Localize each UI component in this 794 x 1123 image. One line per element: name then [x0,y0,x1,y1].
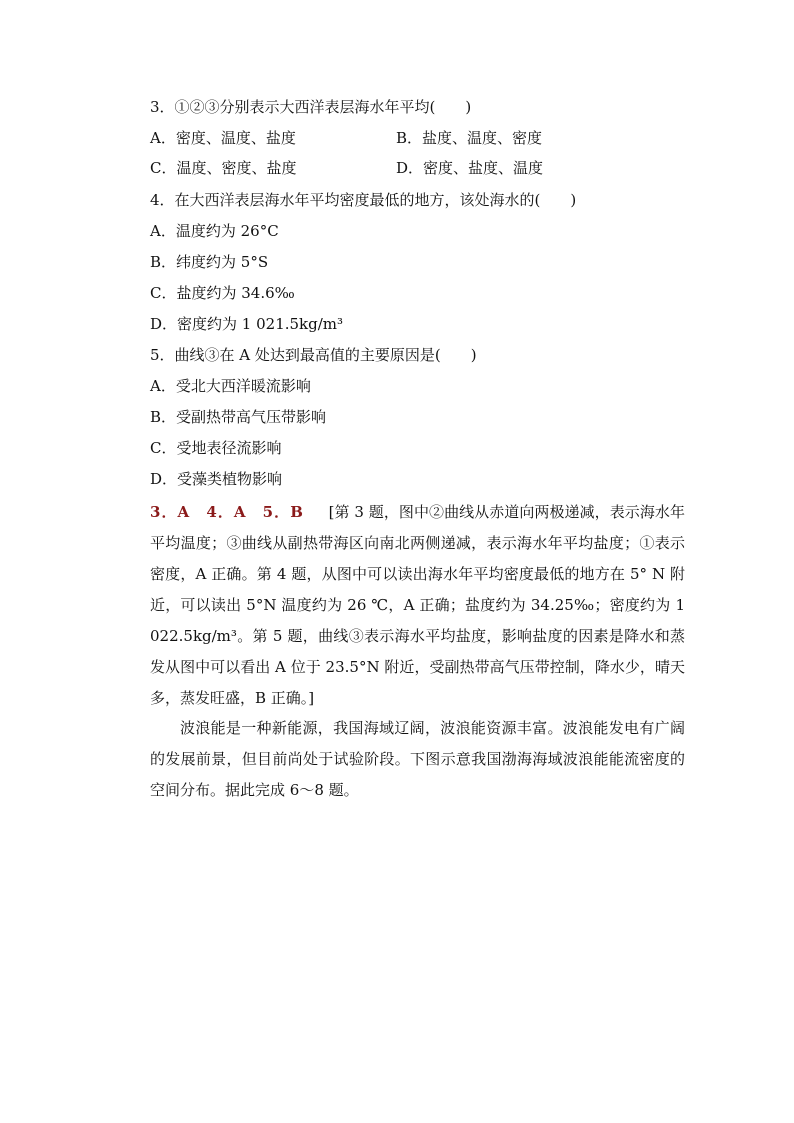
intro-paragraph: 波浪能是一种新能源，我国海域辽阔，波浪能资源丰富。波浪能发电有广阔的发展前景，但目前尚处于试验阶段。下图示意我国渤海海域波浪能能流密度的空间分布。据此完成 6～8 题。 [150,719,685,799]
question-4-option-d: D．密度约为 1 021.5kg/m³ [150,315,344,333]
question-5-stem: 5．曲线③在 A 处达到最高值的主要原因是( ) [150,346,477,364]
question-5-option-b: B．受副热带高气压带影响 [150,408,327,426]
question-3-option-b: B．盐度、温度、密度 [396,129,543,147]
question-3-option-d: D．密度、盐度、温度 [396,159,544,177]
question-4-option-b: B．纬度约为 5°S [150,253,269,271]
question-5-option-a: A．受北大西洋暖流影响 [150,377,311,395]
question-5-option-c: C．受地表径流影响 [150,439,282,457]
question-3-option-c: C．温度、密度、盐度 [150,159,297,177]
question-3-stem: 3．①②③分别表示大西洋表层海水年平均( ) [150,98,472,116]
question-4-option-c: C．盐度约为 34.6‰ [150,284,295,302]
question-4-option-a: A．温度约为 26°C [150,222,279,240]
answer-block [150,497,685,714]
answer-key: 3．A 4．A 5．B [150,503,304,521]
question-5-option-d: D．受藻类植物影响 [150,470,283,488]
question-3-option-a: A．密度、温度、盐度 [150,129,296,147]
question-4-stem: 4．在大西洋表层海水年平均密度最低的地方，该处海水的( ) [150,191,577,209]
answer-explanation: [第 3 题，图中②曲线从赤道向两极递减，表示海水年平均温度；③曲线从副热带海区向南北两侧递减，表示海水年平均盐度；①表示密度，A 正确。第 4 题，从图中可以读出海水年平均密度最低的地方在 5° N 附近，可以读出 5°N 温度约为 26 ℃，A 正确；盐度约为 34.25‰；密度约为 1 022.5kg/m³。第 5 题，曲线③表示海水平均盐度，影响盐度的因素是降水和蒸发从图中可以看出 A 位于 23.5°N 附近，受副热带高气压带控制，降水少，晴天多，蒸发旺盛，B 正确。] [150,503,685,707]
